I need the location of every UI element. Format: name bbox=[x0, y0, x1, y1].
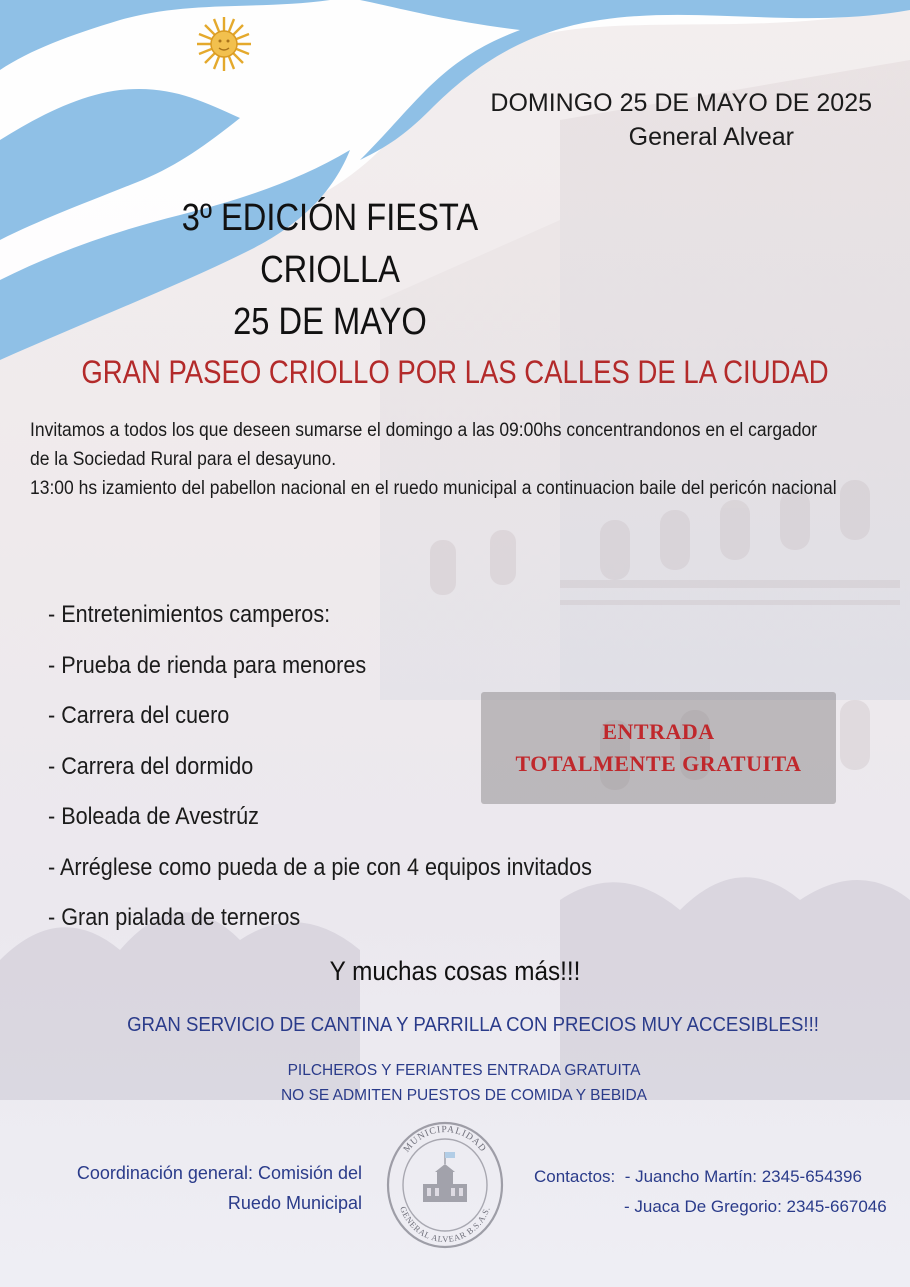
event-subtitle: GRAN PASEO CRIOLLO POR LAS CALLES DE LA CIUDAD bbox=[81, 354, 829, 390]
list-item: - Entretenimientos camperos: bbox=[48, 601, 331, 628]
contacts-info bbox=[534, 1162, 904, 1222]
free-entry-line1: ENTRADA bbox=[602, 719, 715, 744]
coordination-line2: Ruedo Municipal bbox=[227, 1193, 362, 1213]
more-things-text: Y muchas cosas más!!! bbox=[329, 956, 581, 986]
contact-juancho: - Juancho Martín: 2345-654396 bbox=[615, 1167, 862, 1186]
free-entry-badge bbox=[481, 692, 836, 804]
seal-building-icon bbox=[423, 1152, 467, 1202]
list-item: - Arréglese como pueda de a pie con 4 equipos invitados bbox=[48, 853, 592, 881]
event-place: General Alvear bbox=[628, 123, 794, 151]
invitation-line2: de la Sociedad Rural para el desayuno. bbox=[30, 449, 337, 470]
sun-of-may-icon bbox=[197, 17, 251, 71]
event-title-line1: 3º EDICIÓN FIESTA CRIOLLA bbox=[181, 197, 479, 291]
event-date-block bbox=[452, 86, 872, 154]
list-item: - Carrera del dormido bbox=[48, 752, 254, 780]
contact-juaca: - Juaca De Gregorio: 2345-667046 bbox=[624, 1197, 887, 1216]
event-title-line2: 25 DE MAYO bbox=[233, 301, 427, 343]
vendors-line1: PILCHEROS Y FERIANTES ENTRADA GRATUITA bbox=[287, 1062, 641, 1079]
list-item: - Gran pialada de terneros bbox=[48, 904, 301, 931]
seal-bottom-text: GENERAL ALVEAR B.S.A.S. bbox=[397, 1204, 492, 1245]
contact-row-1 bbox=[534, 1162, 904, 1192]
invitation-line3: 13:00 hs izamiento del pabellon nacional en el ruedo municipal a continuacion baile del pericón nacional bbox=[30, 478, 837, 499]
svg-text:GENERAL ALVEAR B.S.A.S. bbox=[398, 1205, 492, 1244]
coordination-info bbox=[22, 1158, 362, 1218]
coordination-line1: Coordinación general: Comisión del bbox=[76, 1163, 362, 1183]
invitation-text bbox=[30, 416, 858, 503]
event-title bbox=[132, 192, 528, 348]
seal-top-text: MUNICIPALIDAD bbox=[402, 1124, 488, 1155]
svg-text:MUNICIPALIDAD bbox=[402, 1125, 488, 1155]
free-entry-line2: TOTALMENTE GRATUITA bbox=[515, 751, 802, 776]
list-item: - Carrera del cuero bbox=[48, 702, 230, 729]
municipality-seal bbox=[385, 1120, 505, 1250]
event-date: DOMINGO 25 DE MAYO DE 2025 bbox=[490, 89, 872, 117]
contacts-label: Contactos: bbox=[534, 1167, 616, 1186]
list-item: - Prueba de rienda para menores bbox=[48, 651, 367, 679]
vendors-notice bbox=[0, 1058, 910, 1108]
cantina-notice: GRAN SERVICIO DE CANTINA Y PARRILLA CON PRECIOS MUY ACCESIBLES!!! bbox=[127, 1014, 819, 1036]
invitation-line1: Invitamos a todos los que deseen sumarse el domingo a las 09:00hs concentrandonos en el cargador bbox=[30, 420, 818, 441]
vendors-line2: NO SE ADMITEN PUESTOS DE COMIDA Y BEBIDA bbox=[280, 1087, 648, 1104]
list-item: - Boleada de Avestrúz bbox=[48, 803, 259, 830]
